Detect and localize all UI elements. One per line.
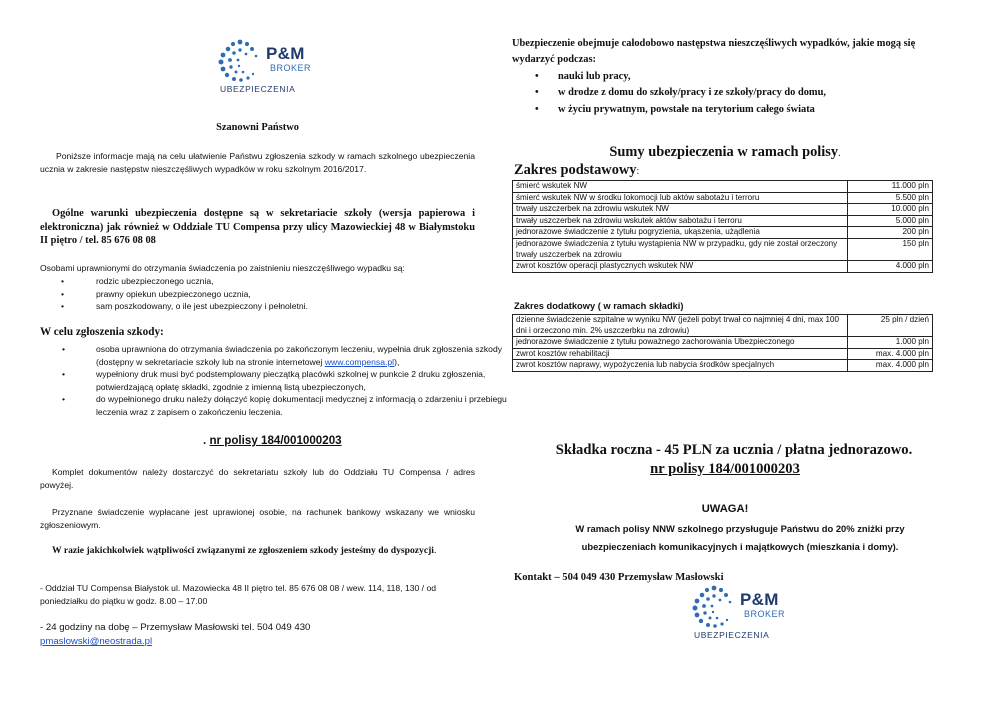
table-row — [513, 337, 933, 349]
coverage-amount: 25 pln / dzień — [848, 315, 933, 337]
compensa-link[interactable]: www.compensa.pl — [324, 356, 395, 367]
pm-broker-logo-bottom — [688, 584, 808, 654]
logo-sub: BROKER — [270, 63, 312, 73]
table-row — [513, 215, 933, 227]
logo-tagline: UBEZPIECZENIA — [694, 630, 770, 640]
logo-brand: P&M — [740, 590, 779, 609]
coverage-amount: 200 pln — [848, 227, 933, 239]
list-item: • sam poszkodowany, o ile jest ubezpieczony i pełnoletni. — [96, 300, 476, 313]
coverage-label: trwały uszczerbek na zdrowiu wskutek NW — [513, 204, 848, 216]
list-item: • prawny opiekun ubezpieczonego ucznia, — [96, 288, 476, 301]
table-row — [513, 360, 933, 372]
coverage-amount: 11.000 pln — [848, 181, 933, 193]
coverage-label: trwały uszczerbek na zdrowiu wskutek aktów sabotażu i terroru — [513, 215, 848, 227]
table-row — [513, 315, 933, 337]
basic-scope-title: Zakres podstawowy: — [514, 162, 640, 178]
coverage-intro: Ubezpieczenie obejmuje całodobowo następstwa nieszczęśliwych wypadków, jakie mogą się wydarzyć podczas: — [512, 38, 916, 66]
deliver-paragraph: Komplet dokumentów należy dostarczyć do sekretariatu szkoły lub do Oddziału TU Compensa / adres powyżej. — [40, 467, 475, 490]
coverage-label: śmierć wskutek NW w środku lokomocji lub aktów sabotażu i terroru — [513, 192, 848, 204]
extra-scope-table — [512, 314, 933, 372]
logo-sub: BROKER — [744, 609, 786, 619]
email-link[interactable]: pmaslowski@neostrada.pl — [40, 636, 153, 647]
coverage-label: śmierć wskutek NW — [513, 181, 848, 193]
logo-tagline: UBEZPIECZENIA — [220, 84, 296, 94]
table-row — [513, 204, 933, 216]
policy-number-left: . nr polisy 184/001000203 — [203, 434, 342, 447]
basic-scope-table — [512, 180, 933, 273]
discount-paragraph: W ramach polisy NNW szkolnego przysługuje Państwu do 20% zniżki przy ubezpieczeniach komunikacyjnych i majątkowych (mieszkania i domy). — [575, 523, 905, 552]
payout-paragraph: Przyznane świadczenie wypłacane jest uprawionej osobie, na rachunek bankowy wskazany we wniosku zgłoszeniowym. — [40, 507, 475, 530]
intro-paragraph: Poniższe informacje mają na celu ułatwienie Państwu zgłoszenia szkody w ramach szkolnego ubezpieczenia ucznia w zakresie następstw nieszczęśliwych wypadków w roku szkolnym 2016/2017. — [40, 151, 475, 174]
greeting: Szanowni Państwo — [216, 122, 299, 133]
extra-scope-title: Zakres dodatkowy ( w ramach składki) — [514, 301, 684, 311]
pm-broker-logo-top — [214, 38, 334, 108]
list-item: • nauki lub pracy, — [558, 69, 978, 85]
list-item: • wypełniony druk musi być podstemplowany pieczątką placówki szkolnej w punkcie 2 druku zgłoszenia, potwierdzającą opłatę składki, zgodnie z imienną listą ubezpieczonych, — [96, 368, 531, 393]
premium-line: Składka roczna - 45 PLN za ucznia / płatna jednorazowo. — [555, 442, 913, 458]
coverage-amount: 10.000 pln — [848, 204, 933, 216]
coverage-amount: 5.500 pln — [848, 192, 933, 204]
list-item: • do wypełnionego druku należy dołączyć kopię dokumentacji medycznej z informacją o zdarzeniu i przebiegu leczenia wraz z zapisem o zakończeniu leczenia. — [96, 393, 531, 418]
table-row — [513, 192, 933, 204]
logo-brand: P&M — [266, 44, 305, 63]
coverage-label: dzienne świadczenie szpitalne w wyniku NW (jeżeli pobyt trwał co najmniej 4 dni, max 100 dni i orzeczono min. 2% uszczerbku na zdrowiu) — [513, 315, 848, 337]
table-row — [513, 348, 933, 360]
policy-number-right: nr polisy 184/001000203 — [650, 461, 800, 477]
coverage-label: jednorazowe świadczenie z tytułu poważnego zachorowania Ubezpieczonego — [513, 337, 848, 349]
coverage-amount: 150 pln — [848, 238, 933, 260]
conditions-paragraph: Ogólne warunki ubezpieczenia dostępne są w sekretariacie szkoły (wersja papierowa i elektroniczna) jak również w Oddziale TU Compensa przy ulicy Mazowieckiej 48 w Białymstoku II piętro / tel. 85 676 08 08 — [40, 208, 475, 247]
contact-line: Kontakt – 504 049 430 Przemysław Masłowski — [514, 572, 724, 583]
list-item: • w życiu prywatnym, powstałe na terytorium całego świata — [558, 102, 978, 118]
coverage-amount: 5.000 pln — [848, 215, 933, 227]
sums-title: Sumy ubezpieczenia w ramach polisy. — [609, 144, 841, 160]
coverage-amount: 4.000 pln — [848, 261, 933, 273]
coverage-label: zwrot kosztów operacji plastycznych wskutek NW — [513, 261, 848, 273]
list-item: • w drodze z domu do szkoły/pracy i ze szkoły/pracy do domu, — [558, 85, 978, 101]
list-item: • rodzic ubezpieczonego ucznia, — [96, 275, 476, 288]
list-item: • osoba uprawniona do otrzymania świadczenia po zakończonym leczeniu, wypełnia druk zgłoszenia szkody (dostępny w sekretariacie szkoły lub na stronie internetowej www.compensa.pl), — [96, 343, 531, 368]
entitled-intro: Osobami uprawnionymi do otrzymania świadczenia po zaistnieniu nieszczęśliwego wypadku są: — [40, 263, 405, 273]
attention-heading: UWAGA! — [701, 503, 749, 515]
table-row — [513, 238, 933, 260]
claim-heading: W celu zgłoszenia szkody: — [40, 326, 164, 338]
hotline: - 24 godziny na dobę – Przemysław Masłowski tel. 504 049 430 — [40, 622, 311, 633]
coverage-label: zwrot kosztów rehabilitacji — [513, 348, 848, 360]
branch-contact: - Oddział TU Compensa Białystok ul. Mazowiecka 48 II piętro tel. 85 676 08 08 / wew. 114, 118, 130 / od poniedziałku do piątku w godz. 8.00 – 17.00 — [40, 583, 437, 606]
entitled-list — [40, 275, 476, 313]
coverage-amount: max. 4.000 pln — [848, 348, 933, 360]
table-row — [513, 261, 933, 273]
table-row — [513, 227, 933, 239]
table-row — [513, 181, 933, 193]
coverage-label: jednorazowe świadczenie z tytułu pogryzienia, ukąszenia, użądlenia — [513, 227, 848, 239]
coverage-amount: max. 4.000 pln — [848, 360, 933, 372]
coverage-label: zwrot kosztów naprawy, wypożyczenia lub nabycia środków specjalnych — [513, 360, 848, 372]
claim-steps-list — [40, 343, 531, 419]
dots-logo-icon — [214, 38, 266, 84]
coverage-amount: 1.000 pln — [848, 337, 933, 349]
dots-logo-icon — [688, 584, 740, 630]
coverage-list — [512, 69, 978, 118]
doubts-paragraph: W razie jakichkolwiek wątpliwości związanymi ze zgłoszeniem szkody jesteśmy do dyspozycji. — [52, 545, 437, 556]
coverage-label: jednorazowe świadczenia z tytułu wystąpienia NW w przypadku, gdy nie został orzeczony trwały uszczerbek na zdrowiu — [513, 238, 848, 260]
